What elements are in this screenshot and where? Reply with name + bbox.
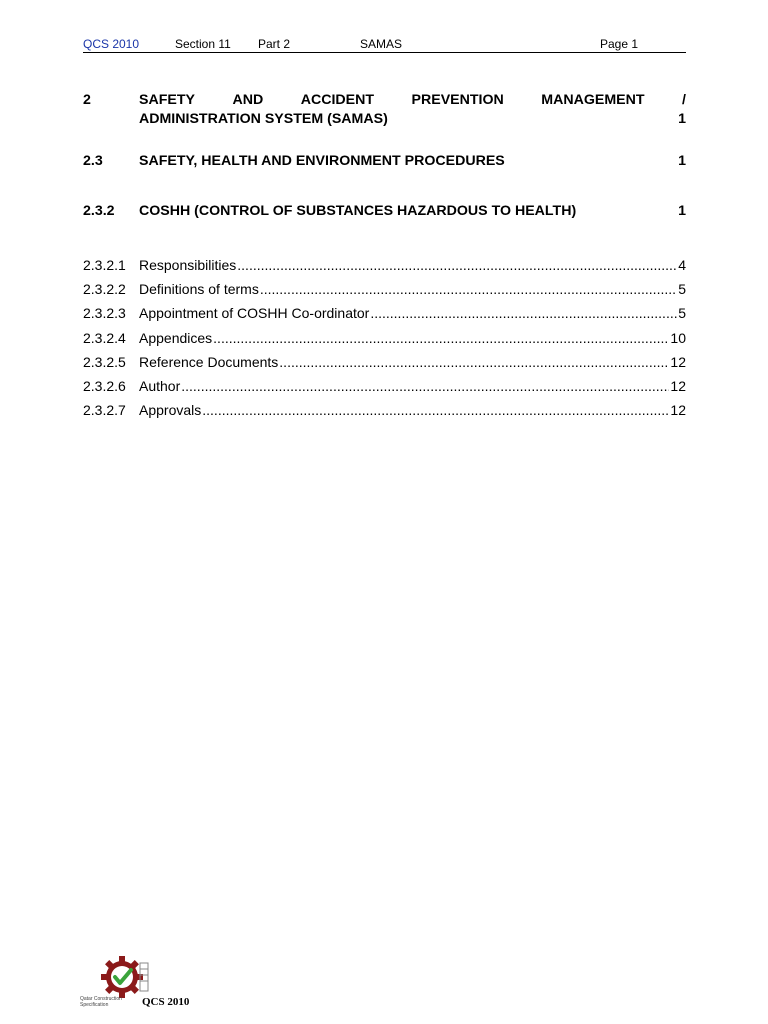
heading-title: SAFETY, HEALTH AND ENVIRONMENT PROCEDURES [139, 153, 505, 169]
toc-entry[interactable] [83, 377, 686, 401]
entry-number: 2.3.2.3 [83, 305, 126, 322]
header-code: QCS 2010 [83, 37, 140, 51]
heading-number: 2 [83, 92, 91, 108]
toc-entry[interactable] [83, 304, 686, 328]
entry-number: 2.3.2.7 [83, 402, 126, 419]
entry-page: 5 [678, 305, 686, 322]
entry-page: 4 [678, 257, 686, 273]
entry-leader-dots [202, 401, 669, 419]
entry-number: 2.3.2.5 [83, 353, 126, 370]
entry-number: 2.3.2.4 [83, 329, 126, 346]
heading-page: 1 [678, 111, 686, 127]
entry-leader-dots [213, 329, 669, 347]
heading-number: 2.3 [83, 153, 103, 169]
toc-entry[interactable] [83, 401, 686, 425]
header-page-number: Page 1 [600, 37, 639, 51]
entry-page: 12 [670, 377, 686, 394]
toc-entry[interactable] [83, 280, 686, 304]
page-header [83, 35, 686, 53]
logo-text: QCS 2010 [142, 996, 190, 1008]
heading-word: ACCIDENT [300, 92, 375, 108]
heading-word: AND [232, 92, 264, 108]
header-part: Part 2 [258, 37, 291, 51]
entry-title: Appointment of COSHH Co-ordinator [139, 305, 370, 322]
logo-subtext: Qatar Construction Specification [80, 996, 122, 1008]
entry-leader-dots [260, 280, 677, 298]
heading-word: / [682, 92, 686, 108]
heading-word: SAFETY [139, 92, 195, 108]
toc-heading-2-3[interactable] [83, 152, 686, 171]
entry-title: Author [139, 377, 181, 394]
entry-leader-dots [181, 377, 669, 395]
heading-page: 1 [678, 153, 686, 169]
toc-entry[interactable] [83, 353, 686, 377]
heading-page: 1 [678, 203, 686, 219]
entry-number: 2.3.2.1 [83, 257, 126, 273]
entry-leader-dots [370, 304, 677, 322]
entry-page: 12 [670, 402, 686, 419]
entry-number: 2.3.2.2 [83, 281, 126, 298]
toc-entry[interactable] [83, 256, 686, 280]
entry-title: Appendices [139, 329, 213, 346]
toc-entries [83, 256, 686, 425]
heading-line-1 [139, 91, 686, 110]
entry-page: 12 [670, 353, 686, 370]
heading-word: MANAGEMENT [541, 92, 645, 108]
heading-number: 2.3.2 [83, 203, 115, 219]
header-title: SAMAS [360, 37, 403, 51]
entry-leader-dots [279, 353, 669, 371]
entry-leader-dots [237, 256, 677, 274]
toc-heading-2[interactable] [83, 91, 686, 131]
header-section: Section 11 [175, 37, 231, 51]
entry-title: Responsibilities [139, 257, 237, 273]
heading-word: PREVENTION [411, 92, 504, 108]
heading-title: COSHH (CONTROL OF SUBSTANCES HAZARDOUS TO HEALTH) [139, 203, 577, 219]
entry-page: 5 [678, 281, 686, 298]
entry-title: Approvals [139, 402, 202, 419]
entry-title: Definitions of terms [139, 281, 259, 298]
toc-heading-2-3-2[interactable] [83, 202, 686, 221]
entry-page: 10 [670, 329, 686, 346]
entry-title: Reference Documents [139, 353, 279, 370]
toc-entry[interactable] [83, 329, 686, 353]
entry-number: 2.3.2.6 [83, 377, 126, 394]
heading-line-2: ADMINISTRATION SYSTEM (SAMAS) [139, 111, 388, 127]
